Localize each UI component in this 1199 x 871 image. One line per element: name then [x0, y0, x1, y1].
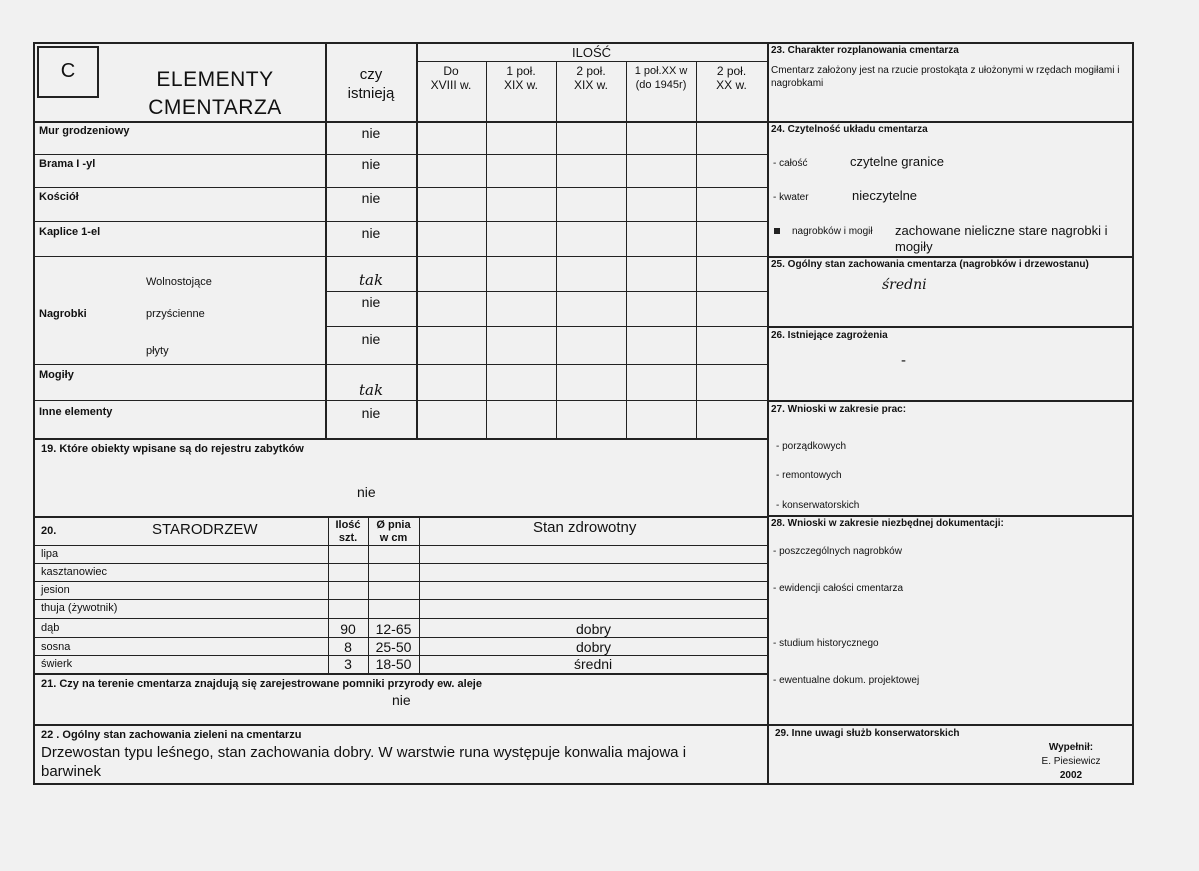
tree-name: lipa [41, 548, 59, 560]
row-line [326, 291, 767, 292]
q27-item: - porządkowych [776, 441, 847, 452]
row-line [33, 438, 767, 440]
tree-name: świerk [41, 658, 73, 670]
q29-label: 29. Inne uwagi służb konserwatorskich [775, 728, 960, 739]
q24-item-value: nieczytelne [852, 188, 918, 203]
q19-label: 19. Które obiekty wpisane są do rejestru zabytków [41, 443, 304, 455]
row-line [326, 326, 767, 327]
mogily-label: Mogiły [39, 369, 74, 381]
tree-pnia: 18-50 [375, 656, 412, 672]
row-line [33, 121, 767, 123]
sd-row [33, 673, 767, 675]
element-label-brama: Brama I -yl [39, 158, 96, 170]
col-p4 [626, 62, 627, 439]
nagrobki-sub-wolnostojace: Wolnostojące [146, 276, 212, 288]
sd-row [33, 618, 767, 619]
row-line [33, 724, 767, 726]
q24-item-value: zachowane nieliczne stare nagrobki i mogiły [895, 223, 1108, 254]
starodrzew-title: STARODRZEW [152, 521, 258, 538]
tree-ilosc: 3 [344, 656, 352, 672]
q27-label: 27. Wnioski w zakresie prac: [771, 404, 907, 415]
element-value-kosciol: nie [361, 190, 381, 206]
period-4-line1: 1 poł.XX w [634, 65, 688, 77]
nagrobki-sub-przyscienne: przyścienne [146, 308, 205, 320]
col-czy-right [416, 42, 418, 439]
q25-label: 25. Ogólny stan zachowania cmentarza (nagrobków i drzewostanu) [771, 259, 1089, 270]
row-line [33, 221, 767, 222]
col-ilosc-1: Ilość [335, 519, 361, 531]
signature-line3: 2002 [1059, 770, 1083, 781]
right-row-line [767, 724, 1134, 726]
col-pnia-2: w cm [379, 532, 408, 544]
q24-item-label: - kwater [773, 192, 809, 203]
q28-item: - ewidencji całości cmentarza [773, 583, 904, 594]
frame-bottom [33, 783, 1134, 785]
q28-item: - poszczególnych nagrobków [773, 546, 902, 557]
q21-value: nie [392, 692, 411, 708]
period-1-line1: Do [443, 64, 459, 78]
q24-item-label: - całość [773, 158, 808, 169]
q19-value: nie [357, 484, 376, 500]
col-pnia-1: Ø pnia [376, 519, 411, 531]
q27-item: - konserwatorskich [776, 500, 860, 511]
tree-pnia: 25-50 [375, 639, 412, 655]
q22-label: 22 . Ogólny stan zachowania zieleni na cmentarzu [41, 729, 302, 741]
period-2-line1: 1 poł. [506, 64, 536, 78]
mogily-value: tak [358, 381, 384, 399]
element-label-mur: Mur grodzeniowy [39, 125, 130, 137]
title-line2: CMENTARZA [148, 96, 282, 119]
q24-item-label: nagrobków i mogił [792, 226, 873, 237]
q22-value: Drzewostan typu leśnego, stan zachowania dobry. W warstwie runa występuje konwalia majowa i barwinek [41, 744, 687, 780]
frame-right [1132, 42, 1134, 785]
right-row-line [767, 326, 1134, 328]
signature-line2: E. Piesiewicz [1041, 756, 1101, 767]
period-5-line2: XX w. [716, 78, 747, 92]
czy-line1: czy [359, 66, 383, 83]
right-row-line [767, 256, 1134, 258]
ilosc-header: ILOŚĆ [571, 45, 611, 60]
element-label-kaplice: Kaplice 1-el [39, 226, 101, 238]
period-4-line2: (do 1945r) [635, 79, 687, 91]
tree-pnia: 12-65 [375, 621, 412, 637]
sd-col [419, 516, 420, 673]
row-line [33, 256, 767, 257]
period-3-line1: 2 poł. [576, 64, 606, 78]
period-3-line2: XIX w. [573, 78, 608, 92]
sd-row [33, 545, 767, 546]
row-line [33, 400, 767, 401]
tree-ilosc: 8 [344, 639, 352, 655]
q23-value: Cmentarz założony jest na rzucie prostokąta z ułożonymi w rzędach mogiłami i nagrobkami [771, 65, 1120, 89]
nagrobki-value-wolnostojace: tak [358, 271, 384, 289]
tree-name: sosna [41, 641, 71, 653]
element-value-mur: nie [361, 125, 381, 141]
q28-item: - ewentualne dokum. projektowej [773, 675, 920, 686]
tree-name: jesion [41, 584, 70, 596]
q26-label: 26. Istniejące zagrożenia [771, 330, 888, 341]
element-value-brama: nie [361, 156, 381, 172]
q24-label: 24. Czytelność układu cmentarza [771, 124, 928, 135]
q21-label: 21. Czy na terenie cmentarza znajdują się zarejestrowane pomniki przyrody ew. aleje [41, 678, 482, 690]
row-line [33, 154, 767, 155]
period-1-line2: XVIII w. [430, 78, 472, 92]
nagrobki-value-plyty: nie [361, 331, 381, 347]
element-label-kosciol: Kościół [39, 191, 79, 203]
tree-name: kasztanowiec [41, 566, 108, 578]
col-p3 [556, 62, 557, 439]
col-p5 [696, 62, 697, 439]
right-row-line [767, 400, 1134, 402]
frame-top [33, 42, 1134, 44]
nagrobki-value-przyscienne: nie [361, 294, 381, 310]
tree-stan: dobry [576, 621, 612, 637]
tree-name: dąb [41, 622, 60, 634]
q28-label: 28. Wnioski w zakresie niezbędnej dokumentacji: [771, 518, 1004, 529]
sd-row [33, 581, 767, 582]
period-5-line1: 2 poł. [716, 64, 747, 78]
q26-value: - [901, 352, 906, 369]
section-letter: C [60, 60, 76, 82]
ilosc-underline [416, 61, 767, 62]
q24-item-value: czytelne granice [850, 154, 944, 169]
sd-row [33, 637, 767, 638]
col-stan: Stan zdrowotny [533, 519, 637, 536]
bullet-icon [774, 228, 780, 234]
czy-line2: istnieją [347, 85, 395, 102]
right-row-line [767, 121, 1134, 123]
divider-middle [767, 42, 769, 784]
tree-name: thuja (żywotnik) [41, 602, 118, 614]
period-2-line2: XIX w. [503, 78, 538, 92]
row-line [33, 516, 767, 518]
nagrobki-label: Nagrobki [39, 308, 87, 320]
inne-label: Inne elementy [39, 406, 113, 418]
q27-item: - remontowych [776, 470, 842, 481]
col-ilosc-2: szt. [338, 532, 358, 544]
signature-line1: Wypełnił: [1048, 742, 1094, 753]
element-value-kaplice: nie [361, 225, 381, 241]
row-line [33, 364, 767, 365]
q25-value: średni [882, 277, 927, 293]
sd-row [33, 599, 767, 600]
q23-label: 23. Charakter rozplanowania cmentarza [771, 45, 959, 56]
title-line1: ELEMENTY [156, 68, 274, 91]
q28-item: - studium historycznego [773, 638, 879, 649]
inne-value: nie [361, 405, 381, 421]
nagrobki-sub-plyty: płyty [146, 345, 169, 357]
right-row-line [767, 515, 1134, 517]
sd-row [33, 563, 767, 564]
col-p2 [486, 62, 487, 439]
tree-stan: dobry [576, 639, 612, 655]
row-line [33, 187, 767, 188]
tree-ilosc: 90 [340, 621, 356, 637]
starodrzew-num: 20. [41, 525, 57, 537]
tree-stan: średni [574, 656, 613, 672]
